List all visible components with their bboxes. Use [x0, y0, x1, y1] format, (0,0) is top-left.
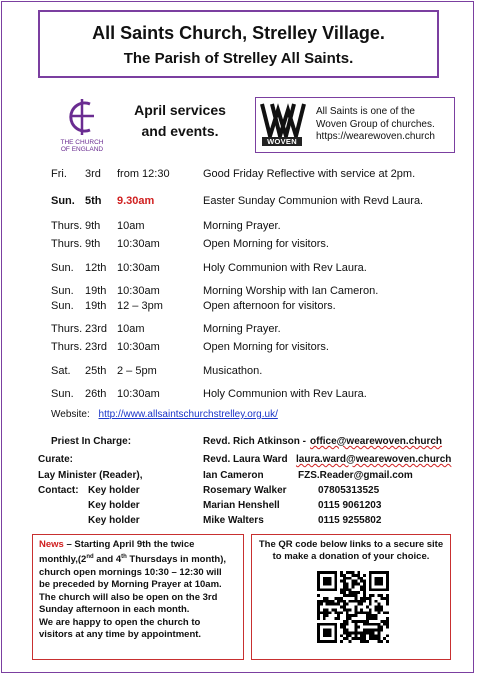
- service-date: 3rd: [85, 168, 101, 180]
- service-time: 10:30am: [117, 285, 160, 297]
- service-date: 23rd: [85, 341, 108, 353]
- service-time: 10:30am: [117, 341, 160, 353]
- service-date: 9th: [85, 238, 101, 250]
- priest-name: Revd. Rich Atkinson -: [203, 436, 306, 447]
- service-event: Good Friday Reflective with service at 2pm.: [203, 168, 416, 180]
- service-event: Morning Prayer.: [203, 323, 281, 335]
- service-date: 26th: [85, 388, 107, 400]
- service-event: Easter Sunday Communion with Revd Laura.: [203, 195, 424, 207]
- service-day: Sun.: [51, 262, 74, 274]
- service-time: from 12:30: [117, 168, 170, 180]
- keyholder-phone: 07805313525: [318, 485, 380, 496]
- lay-minister-label: Lay Minister (Reader),: [38, 470, 143, 481]
- keyholder-role: Key holder: [88, 515, 140, 526]
- keyholder-name: Mike Walters: [203, 515, 264, 526]
- curate-name: Revd. Laura Ward: [203, 454, 288, 465]
- service-day: Thurs.: [51, 341, 83, 353]
- service-day: Thurs.: [51, 220, 83, 232]
- lay-minister-name: Ian Cameron: [203, 470, 264, 481]
- keyholder-name: Marian Henshell: [203, 500, 280, 511]
- service-date: 9th: [85, 220, 101, 232]
- service-event: Holy Communion with Rev Laura.: [203, 262, 367, 274]
- priest-label: Priest In Charge:: [51, 436, 132, 447]
- page-subtitle: The Parish of Strelley All Saints.: [123, 50, 354, 67]
- keyholder-role: Key holder: [88, 485, 140, 496]
- service-date: 19th: [85, 300, 107, 312]
- keyholder-phone: 0115 9061203: [318, 500, 382, 511]
- service-time: 12 – 3pm: [117, 300, 163, 312]
- website-link[interactable]: http://www.allsaintschurchstrelley.org.uk/: [98, 409, 278, 420]
- service-day: Thurs.: [51, 238, 83, 250]
- service-time: 10:30am: [117, 238, 160, 250]
- qr-code-icon[interactable]: [317, 571, 389, 643]
- service-event: Morning Prayer.: [203, 220, 281, 232]
- priest-email[interactable]: office@wearewoven.church: [310, 436, 443, 447]
- woven-logo-label: WOVEN: [262, 137, 302, 146]
- service-event: Musicathon.: [203, 365, 263, 377]
- service-day: Sat.: [51, 365, 71, 377]
- page-title: All Saints Church, Strelley Village.: [92, 23, 385, 43]
- service-day: Sun.: [51, 388, 74, 400]
- qr-box: The QR code below links to a secure site to make a donation of your choice.: [251, 534, 451, 660]
- service-event: Open afternoon for visitors.: [203, 300, 336, 312]
- curate-email[interactable]: laura.ward@wearewoven.church: [296, 454, 452, 465]
- church-of-england-logo: [52, 96, 112, 153]
- keyholder-phone: 0115 9255802: [318, 515, 382, 526]
- title-box: [38, 10, 439, 78]
- service-day: Thurs.: [51, 323, 83, 335]
- service-event: Open Morning for visitors.: [203, 238, 329, 250]
- service-date: 25th: [85, 365, 107, 377]
- keyholder-name: Rosemary Walker: [203, 485, 287, 496]
- website-line: [51, 409, 278, 420]
- services-heading: April services and events.: [134, 102, 226, 139]
- service-date: 12th: [85, 262, 107, 274]
- service-event: Morning Worship with Ian Cameron.: [203, 285, 379, 297]
- woven-box: [255, 97, 455, 153]
- service-date: 5th: [85, 195, 102, 207]
- service-day: Sun.: [51, 195, 75, 207]
- service-day: Sun.: [51, 300, 74, 312]
- coe-text: THE CHURCH OF ENGLAND: [60, 139, 104, 153]
- service-time: 10am: [117, 323, 145, 335]
- service-time: 10:30am: [117, 262, 160, 274]
- service-event: Holy Communion with Rev Laura.: [203, 388, 367, 400]
- service-date: 19th: [85, 285, 107, 297]
- service-time: 10am: [117, 220, 145, 232]
- website-label: Website:: [51, 409, 90, 420]
- contact-label: Contact:: [38, 485, 79, 496]
- woven-logo-icon: [260, 102, 306, 138]
- service-time: 9.30am: [117, 195, 155, 207]
- service-time: 2 – 5pm: [117, 365, 157, 377]
- news-heading: News: [39, 539, 64, 550]
- coe-emblem-icon: [60, 96, 104, 138]
- woven-text: All Saints is one of the Woven Group of churches. https://wearewoven.church: [316, 106, 435, 142]
- service-date: 23rd: [85, 323, 108, 335]
- service-event: Open Morning for visitors.: [203, 341, 329, 353]
- curate-label: Curate:: [38, 454, 74, 465]
- news-box: News – Starting April 9th the twice monthly,(2nd and 4th Thursdays in month), church open mornings 10:30 – 12:30 will be preceded by Morning Prayer at 10am. The church will also be open on the 3rd Sunday afternoon in each month. We are happy to open the church to visitors at any time by appointment.: [32, 534, 244, 660]
- lay-minister-email[interactable]: FZS.Reader@gmail.com: [298, 470, 413, 481]
- service-day: Fri.: [51, 168, 67, 180]
- service-time: 10:30am: [117, 388, 160, 400]
- keyholder-role: Key holder: [88, 500, 140, 511]
- service-day: Sun.: [51, 285, 74, 297]
